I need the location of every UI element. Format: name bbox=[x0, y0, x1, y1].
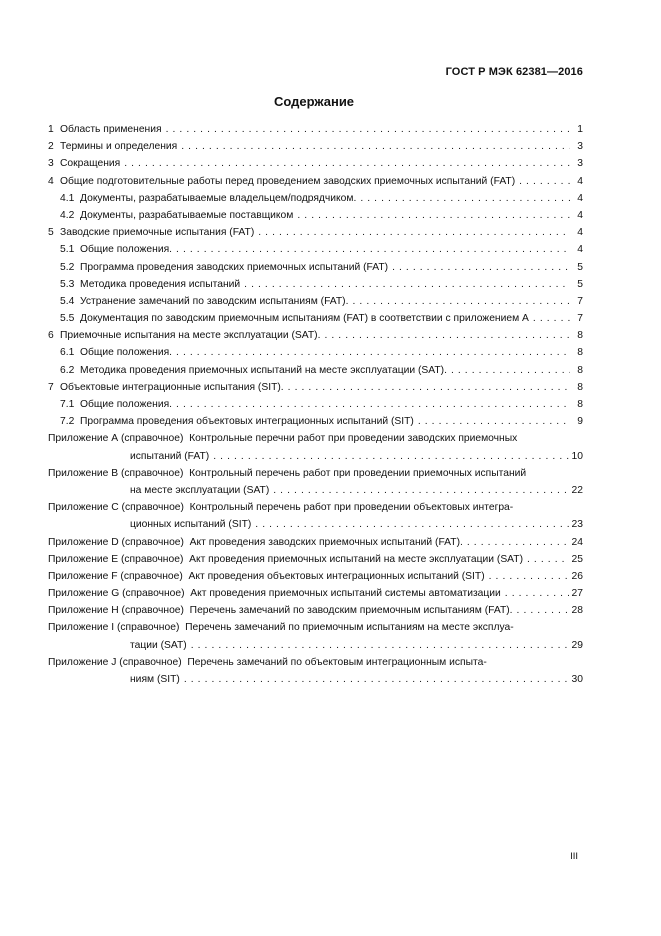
toc-entry[interactable] bbox=[48, 379, 583, 396]
toc-entry[interactable] bbox=[48, 344, 583, 361]
toc-leader-dots bbox=[176, 344, 570, 361]
toc-leader-dots bbox=[533, 310, 570, 327]
toc-entry-page: 4 bbox=[577, 175, 583, 187]
appendix-title-cont: ниям (SIT) bbox=[130, 674, 180, 685]
toc-entry-title: Документация по заводским приемочным испытаниям (FAT) в соответствии с приложением А bbox=[80, 313, 529, 325]
toc-entry-title: Заводские приемочные испытания (FAT) bbox=[60, 227, 255, 239]
toc-leader-dots bbox=[288, 379, 570, 396]
toc-leader-dots bbox=[244, 276, 570, 293]
toc-entry-title: Общие положения. bbox=[80, 244, 173, 256]
appendix-label: Приложение J (справочное) bbox=[48, 656, 188, 668]
toc-entry-page: 4 bbox=[577, 209, 583, 221]
appendix-title: Акт проведения приемочных испытаний системы автоматизации bbox=[190, 588, 501, 600]
toc-entry-number: 4 bbox=[48, 175, 54, 187]
toc-entry-title: Общие положения. bbox=[80, 347, 173, 359]
toc-entry-title: Термины и определения bbox=[60, 141, 178, 153]
toc-appendix[interactable] bbox=[48, 619, 583, 653]
toc-entry-number: 6.2 bbox=[60, 364, 75, 376]
appendix-label: Приложение I (справочное) bbox=[48, 622, 186, 634]
toc-appendix[interactable] bbox=[48, 602, 583, 619]
toc-leader-dots bbox=[489, 568, 569, 585]
toc-entry-number: 5.1 bbox=[60, 244, 75, 256]
toc-entry-page: 26 bbox=[571, 570, 583, 582]
appendix-label: Приложение C (справочное) bbox=[48, 502, 190, 514]
appendix-title: Акт проведения приемочных испытаний на месте эксплуатации (SAT) bbox=[189, 553, 524, 565]
toc-entry[interactable] bbox=[48, 224, 583, 241]
toc-entry[interactable] bbox=[48, 327, 583, 344]
toc-entry[interactable] bbox=[48, 396, 583, 413]
toc-entry-page: 24 bbox=[571, 536, 583, 548]
toc-entry-number: 2 bbox=[48, 141, 54, 153]
toc-entry-title: Общие подготовительные работы перед проведением заводских приемочных испытаний (FAT) bbox=[60, 175, 516, 187]
toc-entry[interactable] bbox=[48, 413, 583, 430]
toc-leader-dots bbox=[213, 448, 568, 465]
toc-entry-page: 4 bbox=[577, 227, 583, 239]
toc-entry[interactable] bbox=[48, 241, 583, 258]
toc-entry-page: 27 bbox=[571, 588, 583, 600]
toc-entry-title: Программа проведения заводских приемочных испытаний (FAT) bbox=[80, 261, 389, 273]
toc-entry-number: 5.5 bbox=[60, 313, 75, 325]
appendix-title-cont: ционных испытаний (SIT) bbox=[130, 519, 252, 531]
toc-leader-dots bbox=[517, 602, 569, 619]
toc-entry-number: 7 bbox=[48, 381, 54, 393]
toc-leader-dots bbox=[418, 413, 570, 430]
appendix-title: Перечень замечаний по заводским приемочным испытаниям (FAT). bbox=[189, 605, 513, 617]
page-number: III bbox=[570, 851, 578, 862]
toc-leader-dots bbox=[352, 293, 570, 310]
toc-entry-page: 4 bbox=[577, 192, 583, 204]
toc-entry-title: Приемочные испытания на месте эксплуатации (SAT). bbox=[60, 330, 321, 342]
toc-entry-title: Документы, разрабатываемые поставщиком bbox=[80, 209, 294, 221]
toc-leader-dots bbox=[184, 671, 569, 688]
toc-appendix[interactable] bbox=[48, 465, 583, 499]
toc-leader-dots bbox=[258, 224, 570, 241]
toc-entry-page: 3 bbox=[577, 141, 583, 153]
toc-leader-dots bbox=[255, 516, 568, 533]
appendix-title: Акт проведения объектовых интеграционных испытаний (SIT) bbox=[188, 570, 485, 582]
toc-entry-number: 5.2 bbox=[60, 261, 75, 273]
toc-leader-dots bbox=[273, 482, 568, 499]
toc-entry-page: 10 bbox=[571, 450, 583, 462]
toc-entry-page: 22 bbox=[571, 484, 583, 496]
toc-leader-dots bbox=[181, 138, 570, 155]
toc-entry-page: 7 bbox=[577, 313, 583, 325]
toc-entry[interactable] bbox=[48, 362, 583, 379]
toc-entry-number: 4.1 bbox=[60, 192, 75, 204]
toc-appendix[interactable] bbox=[48, 499, 583, 533]
toc-entry-page: 5 bbox=[577, 278, 583, 290]
toc-appendices bbox=[48, 430, 583, 688]
toc-entry-number: 7.2 bbox=[60, 416, 75, 428]
toc-entry[interactable] bbox=[48, 121, 583, 138]
toc-leader-dots bbox=[360, 190, 570, 207]
toc-entry-title: Область применения bbox=[60, 124, 162, 135]
toc-entry-number: 5.4 bbox=[60, 295, 75, 307]
appendix-title-cont: тации (SAT) bbox=[130, 639, 187, 651]
toc-entry[interactable] bbox=[48, 138, 583, 155]
toc-entry-page: 29 bbox=[571, 639, 583, 651]
toc-entry-title: Методика проведения испытаний bbox=[80, 278, 241, 290]
document-code: ГОСТ Р МЭК 62381—2016 bbox=[445, 66, 583, 78]
toc-leader-dots bbox=[176, 396, 570, 413]
appendix-label: Приложение E (справочное) bbox=[48, 553, 190, 565]
toc-appendix[interactable] bbox=[48, 551, 583, 568]
toc-leader-dots bbox=[527, 551, 569, 568]
toc-entry-page: 4 bbox=[577, 244, 583, 256]
toc-entry-title: Методика проведения приемочных испытаний на месте эксплуатации (SAT). bbox=[80, 364, 447, 376]
toc-entry-page: 23 bbox=[571, 519, 583, 531]
toc-entry-number: 7.1 bbox=[60, 399, 75, 410]
toc-leader-dots bbox=[191, 637, 569, 654]
toc-entry-page: 8 bbox=[577, 347, 583, 359]
appendix-label: Приложение F (справочное) bbox=[48, 570, 189, 582]
toc-entry-page: 25 bbox=[571, 553, 583, 565]
toc-leader-dots bbox=[505, 585, 569, 602]
appendix-title: Перечень замечаний по объектовым интеграционным испыта- bbox=[187, 656, 487, 668]
appendix-label: Приложение G (справочное) bbox=[48, 588, 191, 600]
toc-leader-dots bbox=[166, 121, 570, 138]
toc-entry[interactable] bbox=[48, 310, 583, 327]
toc-entry-number: 6.1 bbox=[60, 347, 75, 359]
appendix-title-cont: на месте эксплуатации (SAT) bbox=[130, 484, 270, 496]
toc-appendix[interactable] bbox=[48, 654, 583, 688]
toc-entry-page: 8 bbox=[577, 364, 583, 376]
toc-entry-page: 28 bbox=[571, 605, 583, 617]
toc-entry[interactable] bbox=[48, 259, 583, 276]
toc-entry[interactable] bbox=[48, 155, 583, 172]
table-of-contents bbox=[48, 121, 583, 688]
appendix-label: Приложение H (справочное) bbox=[48, 605, 190, 617]
appendix-title-cont: испытаний (FAT) bbox=[130, 450, 210, 462]
toc-appendix[interactable] bbox=[48, 568, 583, 585]
toc-appendix[interactable] bbox=[48, 430, 583, 464]
toc-entry-title: Документы, разрабатываемые владельцем/подрядчиком. bbox=[80, 192, 357, 204]
toc-entry[interactable] bbox=[48, 293, 583, 310]
toc-entry-number: 1 bbox=[48, 124, 54, 135]
appendix-label: Приложение B (справочное) bbox=[48, 467, 190, 479]
toc-entry[interactable] bbox=[48, 207, 583, 224]
toc-entry-page: 8 bbox=[577, 381, 583, 393]
toc-entry-page: 8 bbox=[577, 330, 583, 342]
toc-leader-dots bbox=[297, 207, 570, 224]
toc-entry[interactable] bbox=[48, 276, 583, 293]
toc-entry[interactable] bbox=[48, 190, 583, 207]
toc-entry-number: 3 bbox=[48, 158, 54, 170]
toc-entry-title: Объектовые интеграционные испытания (SIT). bbox=[60, 381, 284, 393]
toc-entry-number: 5.3 bbox=[60, 278, 75, 290]
toc-entry-title: Устранение замечаний по заводским испытаниям (FAT). bbox=[80, 295, 349, 307]
toc-leader-dots bbox=[124, 155, 570, 172]
toc-leader-dots bbox=[324, 327, 570, 344]
toc-entry-title: Сокращения bbox=[60, 158, 121, 170]
toc-entry-title: Общие положения. bbox=[80, 399, 173, 410]
toc-entry-page: 3 bbox=[577, 158, 583, 170]
toc-entry-page: 5 bbox=[577, 261, 583, 273]
appendix-title: Контрольный перечень работ при проведении объектовых интегра- bbox=[189, 502, 514, 514]
page-title: Содержание bbox=[273, 94, 355, 109]
toc-entry[interactable] bbox=[48, 173, 583, 190]
toc-sections bbox=[48, 121, 583, 430]
appendix-title: Контрольные перечни работ при проведении заводских приемочных bbox=[189, 433, 518, 445]
appendix-title: Перечень замечаний по приемочным испытаниям на месте эксплуа- bbox=[185, 622, 514, 634]
toc-appendix[interactable] bbox=[48, 585, 583, 602]
toc-entry-number: 5 bbox=[48, 227, 54, 239]
appendix-label: Приложение А (справочное) bbox=[48, 433, 190, 445]
appendix-label: Приложение D (справочное) bbox=[48, 536, 190, 548]
appendix-title: Контрольный перечень работ при проведении приемочных испытаний bbox=[189, 467, 527, 479]
toc-leader-dots bbox=[519, 173, 570, 190]
appendix-title: Акт проведения заводских приемочных испытаний (FAT). bbox=[189, 536, 463, 548]
toc-entry-number: 4.2 bbox=[60, 209, 75, 221]
toc-leader-dots bbox=[176, 241, 570, 258]
toc-appendix[interactable] bbox=[48, 534, 583, 551]
toc-leader-dots bbox=[392, 259, 570, 276]
toc-entry-page: 9 bbox=[577, 416, 583, 428]
toc-entry-page: 1 bbox=[577, 124, 583, 135]
toc-entry-title: Программа проведения объектовых интеграционных испытаний (SIT) bbox=[80, 416, 414, 428]
toc-entry-page: 8 bbox=[577, 399, 583, 410]
toc-leader-dots bbox=[451, 362, 570, 379]
toc-entry-page: 30 bbox=[571, 674, 583, 685]
toc-leader-dots bbox=[467, 534, 569, 551]
toc-entry-number: 6 bbox=[48, 330, 54, 342]
toc-entry-page: 7 bbox=[577, 295, 583, 307]
